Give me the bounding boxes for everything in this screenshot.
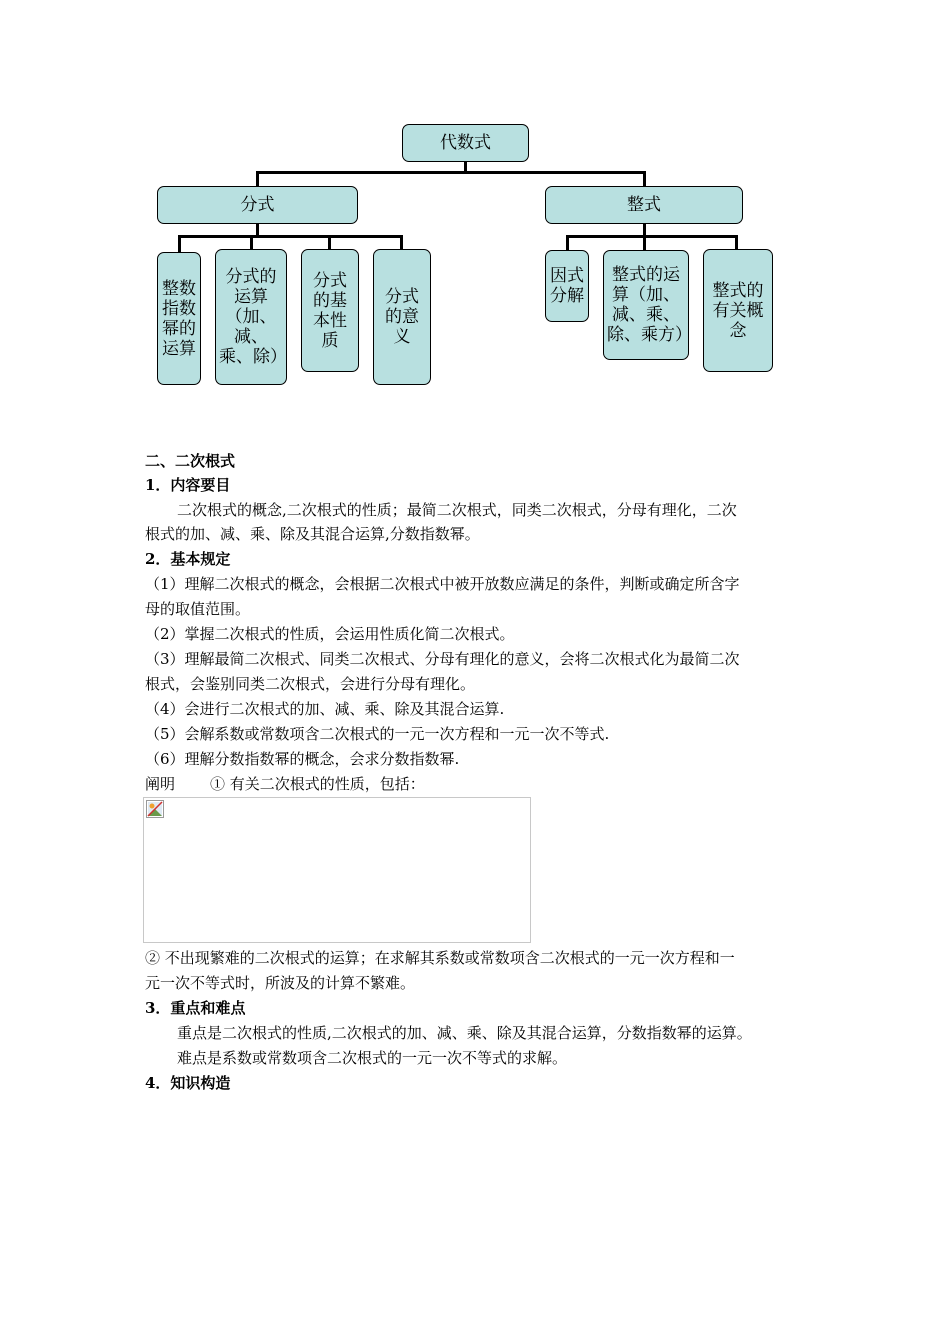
node-label: 整数指数幂的运算 xyxy=(162,278,196,359)
node-label: 分式的意义 xyxy=(385,287,419,347)
requirement-item: （2）掌握二次根式的性质，会运用性质化简二次根式。 xyxy=(145,625,515,643)
node-polynomials xyxy=(545,186,743,224)
node-label: 因式分解 xyxy=(550,266,584,306)
connector-line xyxy=(256,171,646,174)
requirement-item: （1）理解二次根式的概念，会根据二次根式中被开放数应满足的条件，判断或确定所含字 xyxy=(145,575,740,593)
requirement-item: （5）会解系数或常数项含二次根式的一元一次方程和一元一次不等式. xyxy=(145,725,610,743)
node-fractions xyxy=(157,186,358,224)
connector-line xyxy=(566,235,569,251)
connector-line xyxy=(178,235,181,253)
heading-requirements: 2．基本规定 xyxy=(145,550,231,568)
node-polynomials-label: 整式 xyxy=(627,195,661,215)
broken-image-icon xyxy=(146,800,164,818)
node-fraction-operations xyxy=(215,249,287,385)
heading-key-points: 3．重点和难点 xyxy=(145,999,246,1017)
note-item: ② 不出现繁难的二次根式的运算；在求解其系数或常数项含二次根式的一元一次方程和一 xyxy=(145,949,735,967)
difficulty-point: 难点是系数或常数项含二次根式的一元一次不等式的求解。 xyxy=(177,1049,568,1067)
node-fractions-label: 分式 xyxy=(240,195,275,215)
connector-line xyxy=(178,235,403,238)
missing-image-placeholder xyxy=(143,797,531,943)
node-polynomial-operations xyxy=(603,250,692,360)
section-title: 二、二次根式 xyxy=(145,452,236,470)
node-label: 整式的有关概念 xyxy=(712,280,764,341)
connector-line xyxy=(400,235,403,250)
requirement-item: 根式，会鉴别同类二次根式，会进行分母有理化。 xyxy=(145,675,476,693)
node-label: 整式的运算（加、减、乘、除、乘方） xyxy=(607,265,692,345)
concept-diagram xyxy=(0,0,950,400)
requirement-item: （6）理解分数指数幂的概念，会求分数指数幂. xyxy=(145,750,460,768)
requirement-item: （4）会进行二次根式的加、减、乘、除及其混合运算. xyxy=(145,700,505,718)
node-fraction-properties xyxy=(301,249,359,372)
note-label: 阐明 xyxy=(145,775,176,793)
key-point: 重点是二次根式的性质,二次根式的加、减、乘、除及其混合运算，分数指数幂的运算。 xyxy=(177,1024,752,1042)
node-fraction-meaning xyxy=(373,249,431,385)
node-polynomial-concepts xyxy=(703,249,773,372)
paragraph-line: 二次根式的概念,二次根式的性质；最简二次根式，同类二次根式，分母有理化，二次 xyxy=(177,501,737,519)
connector-line xyxy=(256,171,259,187)
connector-line xyxy=(643,171,646,187)
node-root-label: 代数式 xyxy=(440,133,491,153)
connector-line xyxy=(250,235,253,250)
paragraph-line: 根式的加、减、乘、除及其混合运算,分数指数幂。 xyxy=(145,525,480,543)
requirement-item: （3）理解最简二次根式、同类二次根式、分母有理化的意义，会将二次根式化为最简二次 xyxy=(145,650,740,668)
connector-line xyxy=(328,235,331,250)
node-factorization xyxy=(545,250,589,322)
requirement-item: 母的取值范围。 xyxy=(145,600,251,618)
node-root xyxy=(402,124,529,162)
node-label: 分式的基本性质 xyxy=(313,270,347,351)
heading-structure: 4．知识构造 xyxy=(145,1074,231,1092)
node-label: 分式的运算（加、减、乘、除） xyxy=(219,267,287,367)
heading-contents: 1．内容要目 xyxy=(145,476,231,494)
node-integer-exponent xyxy=(157,252,201,385)
connector-line xyxy=(643,235,646,251)
connector-line xyxy=(566,235,738,238)
note-item: ① 有关二次根式的性质，包括： xyxy=(210,775,425,793)
note-item: 元一次不等式时，所波及的计算不繁难。 xyxy=(145,974,416,992)
